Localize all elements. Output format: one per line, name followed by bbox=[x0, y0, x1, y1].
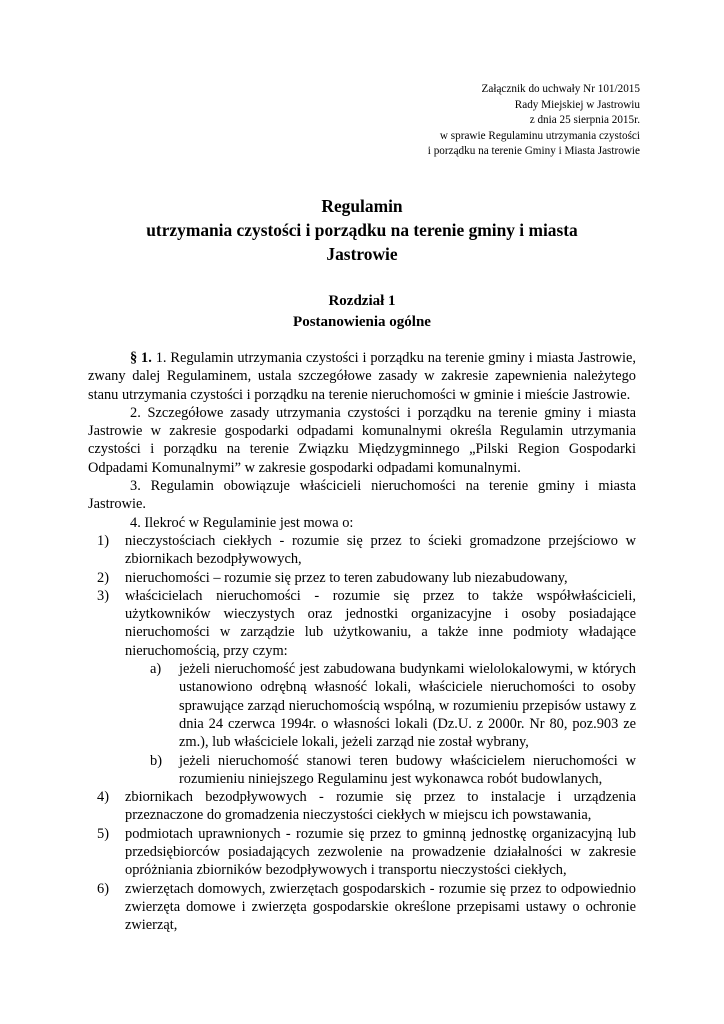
list-item-number: 1) bbox=[97, 532, 109, 549]
sublist-item-text: jeżeli nieruchomość stanowi teren budowy właścicielem nieruchomości w rozumieniu niniejszego Regulaminu jest wykonawca robót budowlanych, bbox=[179, 752, 636, 787]
attachment-note-line: Rady Miejskiej w Jastrowiu bbox=[514, 98, 640, 111]
attachment-note-line: w sprawie Regulaminu utrzymania czystości bbox=[439, 129, 640, 142]
title-line-2: utrzymania czystości i porządku na terenie gminy i miasta bbox=[146, 220, 578, 240]
attachment-note bbox=[428, 82, 640, 160]
title-line-1: Regulamin bbox=[321, 196, 403, 216]
list-item-number: 6) bbox=[97, 880, 109, 897]
section-mark: § 1. bbox=[130, 350, 152, 366]
list-item bbox=[88, 825, 636, 880]
paragraph-3: 3. Regulamin obowiązuje właścicieli nieruchomości na terenie gminy i miasta Jastrowie. bbox=[88, 478, 636, 513]
definitions-list bbox=[88, 532, 636, 935]
title-line-3: Jastrowie bbox=[326, 244, 398, 264]
chapter-name: Postanowienia ogólne bbox=[293, 314, 431, 330]
paragraph-1-text: 1. Regulamin utrzymania czystości i porządku na terenie gminy i miasta Jastrowie, zwany dalej Regulaminem, ustala szczegółowe zasady w zakresie zapewnienia należytego stanu utrzymania czystości i porządku na terenie nieruchomości w gminie i mieście Jastrowie. bbox=[88, 350, 636, 403]
list-item-text: nieruchomości – rozumie się przez to teren zabudowany lub niezabudowany, bbox=[125, 569, 568, 586]
list-item-text: właścicielach nieruchomości - rozumie się przez to także współwłaścicieli, użytkowników wieczystych oraz jednostki organizacyjne i osoby posiadające nieruchomości w zarządzie lub użytkowaniu, a także inne podmioty władające nieruchomością, przy czym: bbox=[125, 587, 636, 659]
list-item bbox=[88, 788, 636, 825]
list-item-number: 4) bbox=[97, 789, 109, 806]
attachment-note-line: z dnia 25 sierpnia 2015r. bbox=[529, 114, 640, 127]
list-item bbox=[88, 569, 636, 587]
paragraph-1 bbox=[88, 349, 636, 404]
list-item bbox=[88, 880, 636, 935]
sublist-item-text: jeżeli nieruchomość jest zabudowana budynkami wielolokalowymi, w których ustanowiono odrębną własność lokali, właściciele nieruchomości to osoby sprawujące zarząd nieruchomością wspólną, w rozumieniu przepisów ustawy z dnia 24 czerwca 1994r. o własności lokali (Dz.U. z 2000r. Nr 80, poz.903 ze zm.), lub właściciele lokali, jeżeli zarząd nie został wybrany, bbox=[179, 661, 636, 751]
attachment-note-line: i porządku na terenie Gminy i Miasta Jastrowie bbox=[427, 145, 640, 158]
sublist-item bbox=[125, 752, 636, 789]
sublist-item-letter: b) bbox=[150, 752, 162, 769]
document-title bbox=[0, 194, 724, 266]
list-item-text: zbiornikach bezodpływowych - rozumie się przez to instalacje i urządzenia przeznaczone do gromadzenia nieczystości ciekłych w miejscu ich powstawania, bbox=[125, 789, 636, 824]
list-item-text: zwierzętach domowych, zwierzętach gospodarskich - rozumie się przez to odpowiednio zwierzęta domowe i zwierzęta gospodarskie określone przepisami ustawy o ochronie zwierząt, bbox=[125, 880, 636, 934]
list-item-text: podmiotach uprawnionych - rozumie się przez to gminną jednostkę organizacyjną lub przedsiębiorców posiadających zezwolenie na prowadzenie działalności w zakresie opróżniania zbiorników bezodpływowych i transportu nieczystości ciekłych, bbox=[125, 825, 636, 879]
list-item-number: 3) bbox=[97, 587, 109, 604]
chapter-number: Rozdział 1 bbox=[328, 293, 396, 309]
attachment-note-line: Załącznik do uchwały Nr 101/2015 bbox=[481, 83, 640, 95]
list-item-number: 5) bbox=[97, 825, 109, 842]
list-item-number: 2) bbox=[97, 569, 109, 586]
list-item-text: nieczystościach ciekłych - rozumie się przez to ścieki gromadzone przejściowo w zbiornikach bezodpływowych, bbox=[125, 532, 636, 568]
paragraph-4: 4. Ilekroć w Regulaminie jest mowa o: bbox=[130, 514, 354, 531]
paragraph-2: 2. Szczegółowe zasady utrzymania czystości i porządku na terenie gminy i miasta Jastrowie w zakresie gospodarki odpadami komunalnymi określa Regulamin utrzymania czystości i porządku na terenie Związku Międzygminnego „Pilski Region Gospodarki Odpadami Komunalnymi” w zakresie gospodarki odpadami komunalnymi. bbox=[88, 404, 636, 476]
chapter-heading bbox=[0, 291, 724, 333]
section-1 bbox=[88, 349, 636, 935]
owners-sublist bbox=[125, 660, 636, 788]
list-item bbox=[88, 532, 636, 569]
sublist-item bbox=[125, 660, 636, 751]
sublist-item-letter: a) bbox=[150, 661, 162, 678]
list-item bbox=[88, 587, 636, 788]
